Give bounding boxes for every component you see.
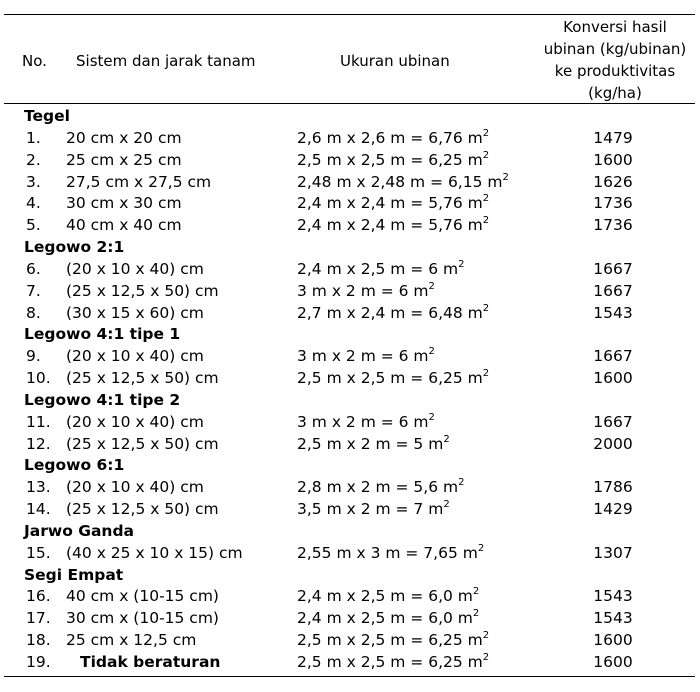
row-size-exponent: 2: [502, 171, 509, 183]
row-system: 40 cm x (10-15 cm): [66, 587, 219, 606]
bottom-rule: [4, 676, 695, 677]
row-size: [297, 607, 479, 629]
row-number: 9.: [26, 347, 41, 366]
row-number: 16.: [26, 587, 51, 606]
row-size: [297, 192, 489, 214]
row-size: [297, 367, 489, 389]
row-size: [297, 149, 489, 171]
row-size-text: 3 m x 2 m = 6 m: [297, 347, 429, 366]
row-system: (25 x 12,5 x 50) cm: [66, 281, 219, 300]
group-heading: Tegel: [24, 107, 70, 125]
row-system: 25 cm x 25 cm: [66, 150, 182, 169]
row-number: 4.: [26, 194, 41, 213]
header-conversion-line: (kg/ha): [588, 84, 642, 102]
row-number: 17.: [26, 609, 51, 628]
table-row: [0, 149, 700, 171]
row-number: 3.: [26, 172, 41, 191]
header-conversion-line: ke produktivitas: [554, 62, 676, 80]
row-size: [297, 476, 464, 498]
row-size-text: 2,4 m x 2,5 m = 6,0 m: [297, 609, 473, 628]
row-system: (20 x 10 x 40) cm: [66, 412, 204, 431]
row-size-exponent: 2: [482, 193, 490, 205]
row-number: 14.: [26, 500, 51, 519]
row-size-exponent: 2: [482, 652, 490, 663]
header-conversion-line: ubinan (kg/ubinan): [543, 40, 687, 58]
row-size-text: 2,5 m x 2,5 m = 6,25 m: [297, 631, 483, 650]
row-system: Tidak beraturan: [80, 653, 221, 671]
row-number: 5.: [26, 216, 41, 235]
row-size-text: 2,4 m x 2,5 m = 6,0 m: [297, 587, 473, 606]
group-heading: Legowo 4:1 tipe 1: [24, 325, 181, 344]
table-row: [0, 476, 700, 498]
table-row: [0, 345, 700, 367]
row-size: [297, 498, 450, 520]
row-size-text: 2,8 m x 2 m = 5,6 m: [297, 478, 459, 497]
table-row: [0, 302, 700, 324]
table-row: [0, 411, 700, 433]
row-size-exponent: 2: [477, 542, 485, 554]
row-size-exponent: 2: [482, 149, 490, 161]
table-row: [0, 607, 700, 629]
row-system: (20 x 10 x 40) cm: [66, 478, 204, 497]
row-size-exponent: 2: [482, 368, 490, 380]
group-heading: Legowo 6:1: [24, 456, 125, 475]
row-size: [297, 258, 464, 280]
header-no: No.: [22, 52, 47, 70]
row-size: [297, 345, 435, 367]
row-size: [297, 214, 489, 236]
row-number: 15.: [26, 543, 51, 562]
row-number: 10.: [26, 369, 51, 388]
row-value: 1667: [593, 281, 633, 300]
row-size-text: 2,7 m x 2,4 m = 6,48 m: [297, 303, 483, 322]
row-size: [297, 302, 489, 324]
row-system: (40 x 25 x 10 x 15) cm: [66, 543, 243, 562]
row-size-text: 2,4 m x 2,4 m = 5,76 m: [297, 216, 483, 235]
row-value: 1600: [593, 369, 633, 388]
row-size-exponent: 2: [428, 346, 435, 358]
row-system: 25 cm x 12,5 cm: [66, 631, 197, 650]
table-row: [0, 542, 700, 564]
row-value: 1543: [593, 303, 633, 322]
group-heading: Legowo 4:1 tipe 2: [24, 390, 181, 409]
table-row: [0, 367, 700, 389]
row-system: (25 x 12,5 x 50) cm: [66, 500, 219, 519]
row-size-exponent: 2: [482, 302, 490, 314]
row-value: 1626: [593, 172, 633, 191]
row-size-exponent: 2: [482, 215, 490, 227]
row-number: 6.: [26, 259, 41, 278]
row-number: 18.: [26, 631, 51, 650]
group-heading: Segi Empat: [24, 565, 124, 584]
row-value: 1600: [593, 150, 633, 169]
row-size-text: 3,5 m x 2 m = 7 m: [297, 500, 444, 519]
header-size: Ukuran ubinan: [340, 52, 450, 70]
row-number: 12.: [26, 434, 51, 453]
table-row: [0, 127, 700, 149]
header-conversion: [520, 16, 700, 104]
row-size-text: 2,48 m x 2,48 m = 6,15 m: [297, 172, 503, 191]
row-size: [297, 433, 450, 455]
row-value: 1667: [593, 412, 633, 431]
row-number: 19.: [26, 653, 51, 671]
row-size: [297, 280, 435, 302]
row-value: 1736: [593, 194, 633, 213]
row-number: 1.: [26, 128, 41, 147]
row-system: (30 x 15 x 60) cm: [66, 303, 204, 322]
row-system: (20 x 10 x 40) cm: [66, 347, 204, 366]
row-number: 13.: [26, 478, 51, 497]
row-system: 30 cm x (10-15 cm): [66, 609, 219, 628]
table-row: [0, 192, 700, 214]
table-row: [0, 280, 700, 302]
row-size-exponent: 2: [472, 608, 480, 620]
top-rule: [4, 14, 695, 15]
row-value: 1543: [593, 587, 633, 606]
row-value: 1600: [593, 631, 633, 650]
row-value: 1307: [593, 543, 633, 562]
row-size-exponent: 2: [472, 586, 480, 598]
header-system: Sistem dan jarak tanam: [76, 52, 256, 70]
table-row: [0, 498, 700, 520]
table-row: [0, 258, 700, 280]
row-number: 7.: [26, 281, 41, 300]
row-size-text: 2,5 m x 2,5 m = 6,25 m: [297, 369, 483, 388]
row-value: 1667: [593, 259, 633, 278]
group-heading: Legowo 2:1: [24, 238, 125, 257]
row-number: 11.: [26, 412, 51, 431]
row-size-text: 2,4 m x 2,4 m = 5,76 m: [297, 194, 483, 213]
row-value: 1479: [593, 128, 633, 147]
table-row: [0, 629, 700, 651]
row-size-text: 2,4 m x 2,5 m = 6 m: [297, 259, 459, 278]
row-size-text: 2,55 m x 3 m = 7,65 m: [297, 543, 478, 562]
row-size-exponent: 2: [443, 499, 450, 511]
row-size-text: 2,6 m x 2,6 m = 6,76 m: [297, 128, 483, 147]
table-row: [0, 585, 700, 607]
table-row: [0, 433, 700, 455]
row-system: 40 cm x 40 cm: [66, 216, 182, 235]
row-size: [297, 585, 479, 607]
row-size-exponent: 2: [443, 433, 450, 445]
row-system: (25 x 12,5 x 50) cm: [66, 434, 219, 453]
row-size-exponent: 2: [428, 280, 435, 292]
row-size-text: 2,5 m x 2 m = 5 m: [297, 434, 444, 453]
row-value: 1786: [593, 478, 633, 497]
row-size-exponent: 2: [458, 477, 465, 489]
row-system: 30 cm x 30 cm: [66, 194, 182, 213]
header-rule: [4, 103, 695, 104]
row-size-exponent: 2: [482, 127, 490, 139]
row-size: [297, 411, 435, 433]
row-size: [297, 651, 489, 673]
row-number: 2.: [26, 150, 41, 169]
row-value: 1429: [593, 500, 633, 519]
row-size: [297, 629, 489, 651]
row-value: 1543: [593, 609, 633, 628]
row-size-text: 2,5 m x 2,5 m = 6,25 m: [297, 150, 483, 169]
table-row: [0, 214, 700, 236]
row-size-exponent: 2: [458, 258, 465, 270]
table-row: [0, 651, 700, 673]
row-value: 1667: [593, 347, 633, 366]
row-size-exponent: 2: [482, 630, 490, 642]
row-size: [297, 127, 489, 149]
row-system: 27,5 cm x 27,5 cm: [66, 172, 212, 191]
group-heading: Jarwo Ganda: [24, 521, 135, 540]
row-size-exponent: 2: [428, 411, 435, 423]
row-number: 8.: [26, 303, 41, 322]
table-row: [0, 171, 700, 193]
row-size-text: 2,5 m x 2,5 m = 6,25 m: [297, 653, 483, 671]
row-system: (25 x 12,5 x 50) cm: [66, 369, 219, 388]
row-system: 20 cm x 20 cm: [66, 128, 182, 147]
row-value: 1600: [593, 653, 633, 671]
row-size: [297, 542, 484, 564]
header-conversion-line: Konversi hasil: [563, 18, 667, 36]
row-size-text: 3 m x 2 m = 6 m: [297, 412, 429, 431]
row-value: 2000: [593, 434, 633, 453]
row-size-text: 3 m x 2 m = 6 m: [297, 281, 429, 300]
row-system: (20 x 10 x 40) cm: [66, 259, 204, 278]
row-value: 1736: [593, 216, 633, 235]
row-size: [297, 171, 509, 193]
